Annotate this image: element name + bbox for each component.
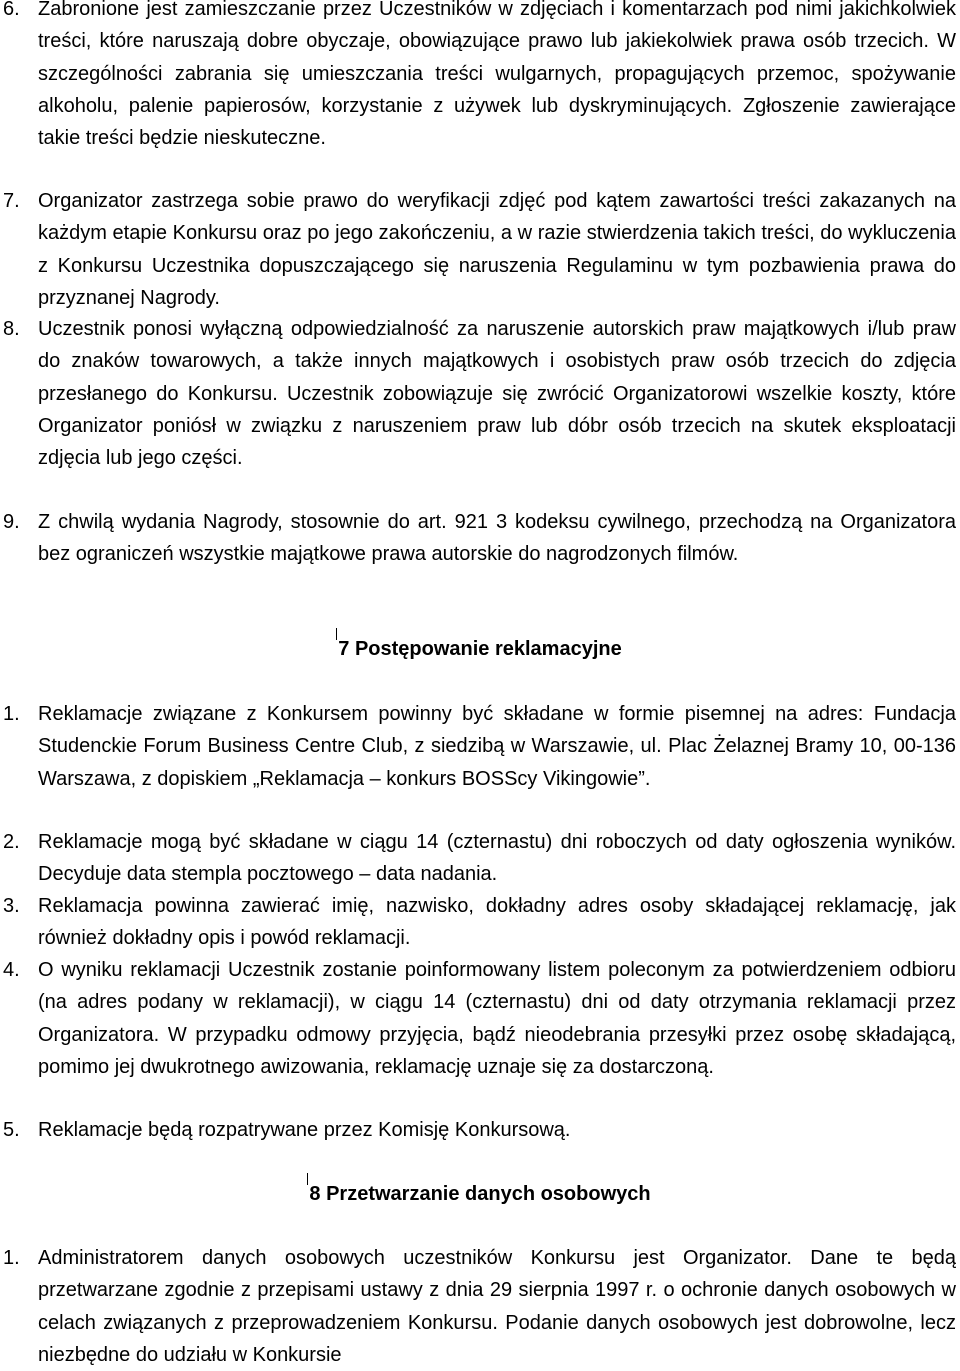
item-text: Reklamacja powinna zawierać imię, nazwisko, dokładny adres osoby składającej reklamację, jak również dokładny opis i powód reklamacji. bbox=[38, 895, 956, 950]
item-number: 4. bbox=[3, 959, 20, 981]
item-text: Reklamacje związane z Konkursem powinny być składane w formie pisemnej na adres: Fundacja Studenckie Forum Business Centre Club, z siedzibą w Warszawie, ul. Plac Żelaznej Bramy 10, 00-136 Warszawa, z dopiskiem „Reklamacja – konkurs BOSScy Vikingowie”. bbox=[38, 703, 956, 790]
section-heading bbox=[0, 1178, 960, 1210]
item-text: O wyniku reklamacji Uczestnik zostanie poinformowany listem poleconym za potwierdzeniem odbioru (na adres podany w reklamacji), w ciągu 14 (czternastu) dni od daty otrzymania reklamacji przez Organizatora. W przypadku odmowy przyjęcia, bądź nieodebrania przesyłki przez osobę składającą, pomimo jej dwukrotnego awizowania, reklamację uznaje się za dostarczoną. bbox=[38, 959, 956, 1078]
item-text: Reklamacje mogą być składane w ciągu 14 (czternastu) dni roboczych od daty ogłoszenia wyników. Decyduje data stempla pocztowego – data nadania. bbox=[38, 831, 956, 886]
item-number: 2. bbox=[3, 831, 20, 853]
item-text: Zabronione jest zamieszczanie przez Uczestników w zdjęciach i komentarzach pod nimi jakichkolwiek treści, które naruszają dobre obyczaje, obowiązujące prawo lub jakiekolwiek prawa osób trzecich. W szczególności zabrania się umieszczania treści wulgarnych, propagujących przemoc, spożywanie alkoholu, palenie papierosów, korzystanie z używek lub dyskryminujących. Zgłoszenie zawierające takie treści będzie nieskuteczne. bbox=[38, 0, 956, 150]
item-text: Uczestnik ponosi wyłączną odpowiedzialność za naruszenie autorskich praw majątkowych i/lub praw do znaków towarowych, a także innych majątkowych i osobistych praw osób trzecich do zdjęcia przesłanego do Konkursu. Uczestnik zobowiązuje się zwrócić Organizatorowi wszelkie koszty, które Organizator poniósł w związku z naruszeniem praw lub dóbr osób trzecich na skutek eksploatacji zdjęcia lub jego części. bbox=[38, 318, 956, 470]
item-number: 9. bbox=[3, 511, 20, 533]
item-text: Reklamacje będą rozpatrywane przez Komisję Konkursową. bbox=[38, 1119, 571, 1141]
item-number: 6. bbox=[3, 0, 20, 20]
item-text: Z chwilą wydania Nagrody, stosownie do art. 921 3 kodeksu cywilnego, przechodzą na Organizatora bez ograniczeń wszystkie majątkowe prawa autorskie do nagrodzonych filmów. bbox=[38, 511, 956, 566]
section-8-title: 8 Przetwarzanie danych osobowych bbox=[309, 1183, 651, 1205]
item-number: 7. bbox=[3, 190, 20, 212]
item-number: 8. bbox=[3, 318, 20, 340]
item-number: 1. bbox=[3, 1247, 20, 1269]
item-text: Organizator zastrzega sobie prawo do weryfikacji zdjęć pod kątem zawartości treści zakazanych na każdym etapie Konkursu oraz po jego zakończeniu, a w razie stwierdzenia takich treści, do wykluczenia z Konkursu Uczestnika dopuszczającego się naruszenia Regulaminu w tym pozbawienia prawa do przyznanej Nagrody. bbox=[38, 190, 956, 309]
item-number: 5. bbox=[3, 1119, 20, 1141]
item-text: Administratorem danych osobowych uczestników Konkursu jest Organizator. Dane te będą przetwarzane zgodnie z przepisami ustawy z dnia 29 sierpnia 1997 r. o ochronie danych osobowych w celach związanych z przeprowadzeniem Konkursu. Podanie danych osobowych jest dobrowolne, lecz niezbędne do udziału w Konkursie bbox=[38, 1247, 956, 1366]
section-7-title: 7 Postępowanie reklamacyjne bbox=[338, 638, 622, 660]
item-number: 1. bbox=[3, 703, 20, 725]
item-number: 3. bbox=[3, 895, 20, 917]
section-heading bbox=[0, 633, 960, 665]
